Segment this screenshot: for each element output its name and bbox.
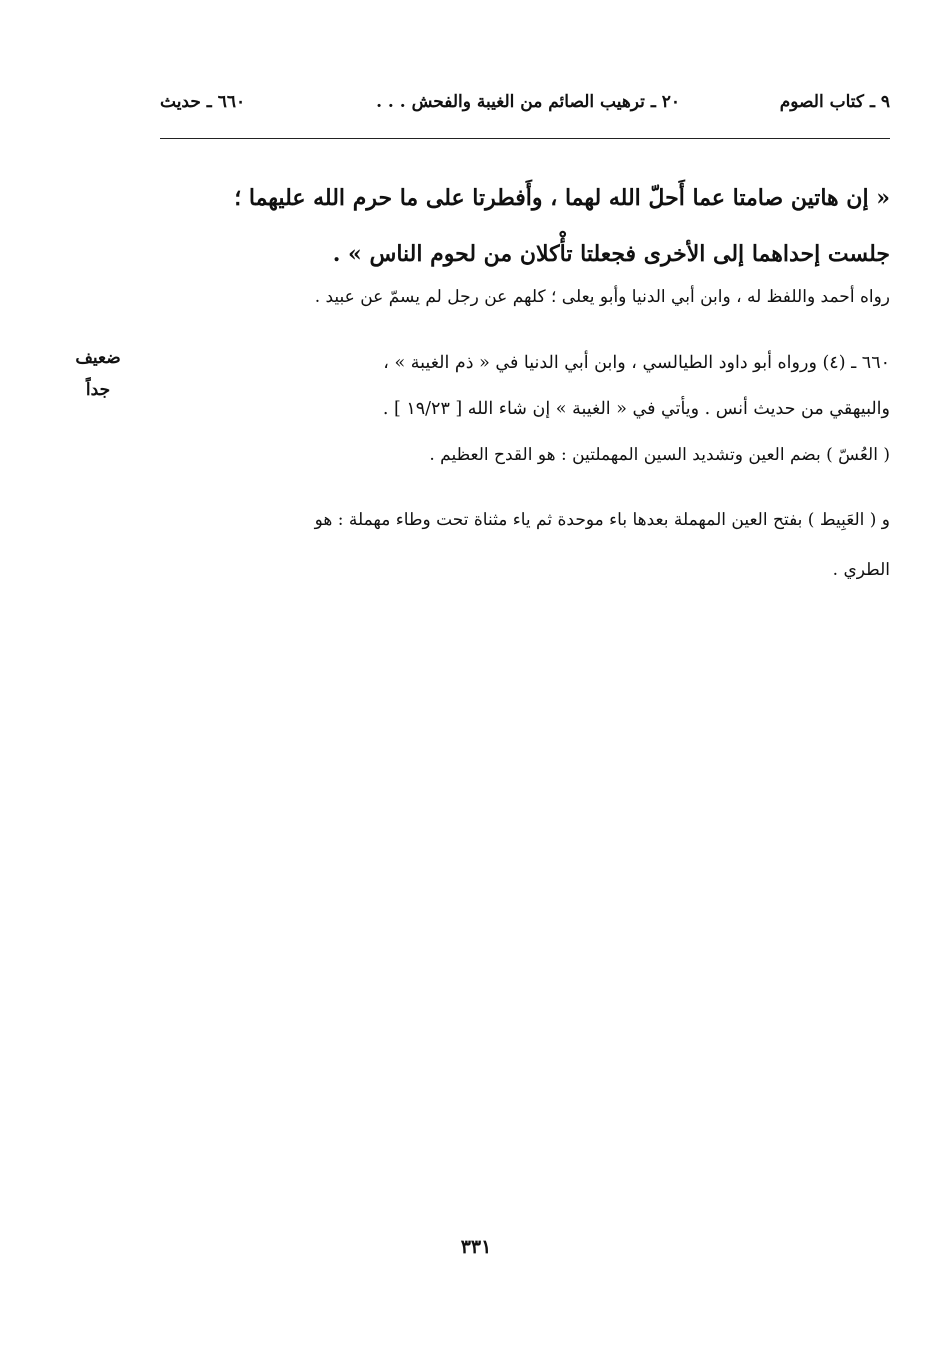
gloss-al-uss: ( العُسّ ) بضم العين وتشديد السين المهملتين : هو القدح العظيم . [429,445,890,465]
grade-word-1: ضعيف [75,348,121,368]
narration-note: رواه أحمد واللفظ له ، وابن أبي الدنيا وأبو يعلى ؛ كلهم عن رجل لم يسمّ عن عبيد . [314,287,890,307]
hadith-quote-line-2: جلست إحداهما إلى الأخرى فجعلتا تأْكلان من لحوم الناس » . [332,241,890,267]
running-header [160,92,890,122]
header-hadith-ref: ٦٦٠ ـ حديث [160,92,246,112]
hadith-660-line-2: والبيهقي من حديث أنس . ويأتي في « الغيبة » إن شاء الله [ ١٩/٢٣ ] . [382,399,890,419]
header-chapter-title: ٢٠ ـ ترهيب الصائم من الغيبة والفحش . . . [376,92,680,112]
hadith-quote-line-1: « إن هاتين صامتا عما أَحلّ الله لهما ، وأَفطرتا على ما حرم الله عليهما ؛ [234,185,890,211]
hadith-quote [160,170,890,282]
header-divider [160,138,890,139]
page-number: ٣٣١ [460,1236,492,1258]
gloss-al-abit-line-2: الطري . [832,560,890,580]
margin-grade-label [58,342,138,406]
header-book-title: ٩ ـ كتاب الصوم [779,92,890,112]
grade-word-2: جداً [85,380,111,400]
gloss-al-abit-line-1: و ( العَبِيط ) بفتح العين المهملة بعدها باء موحدة ثم ياء مثناة تحت وطاء مهملة : هو [314,510,890,530]
gloss-al-abit [160,495,890,595]
hadith-660-paragraph [160,340,890,432]
hadith-660-line-1: ٦٦٠ ـ (٤) ورواه أبو داود الطيالسي ، وابن أبي الدنيا في « ذم الغيبة » ، [383,353,890,373]
